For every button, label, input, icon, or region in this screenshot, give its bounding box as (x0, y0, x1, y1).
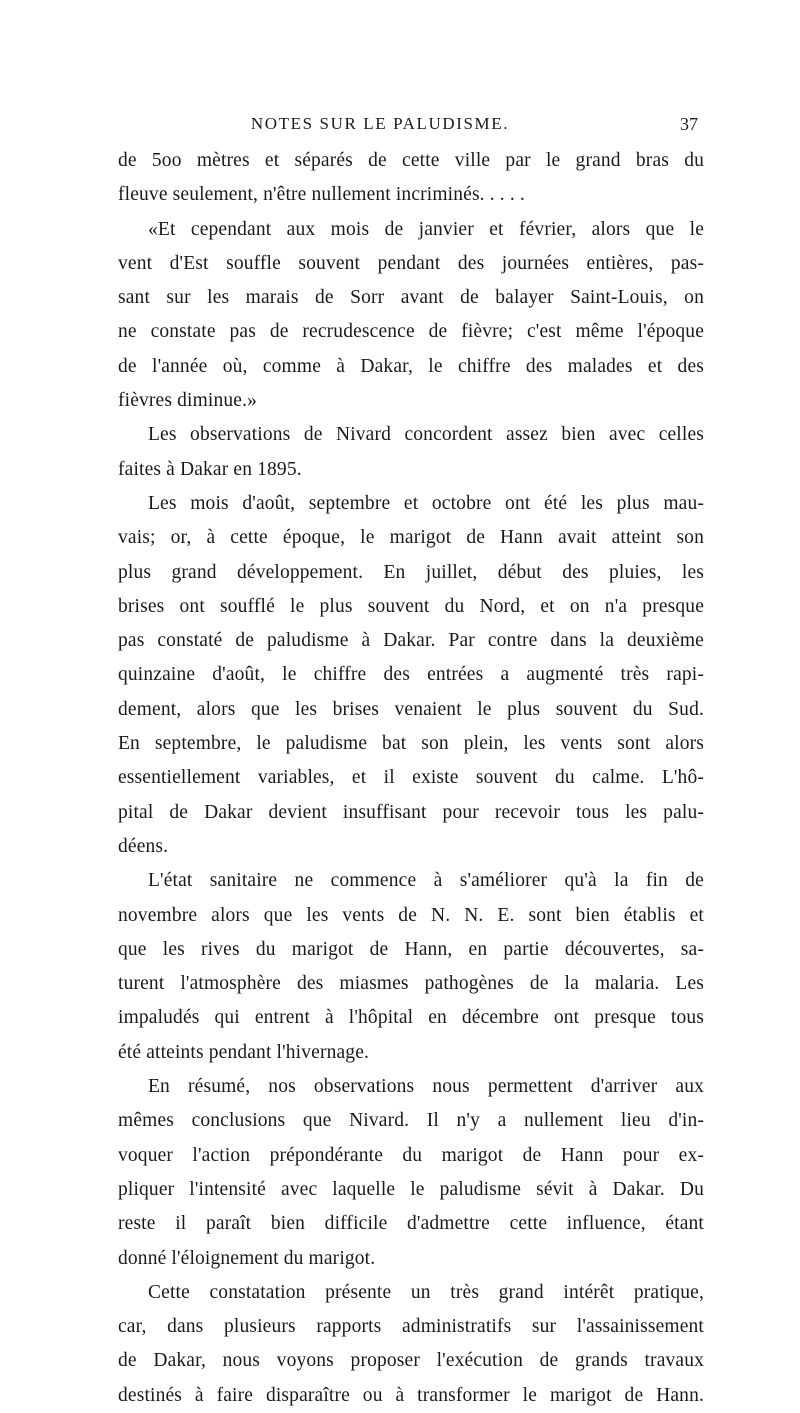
text-line: pas constaté de paludisme à Dakar. Par contre dans la deuxième (118, 630, 704, 652)
text-line: car, dans plusieurs rapports administratifs sur l'assainissement (118, 1316, 704, 1338)
text-line: ne constate pas de recrudescence de fièvre; c'est même l'époque (118, 321, 704, 343)
text-line: donné l'éloignement du marigot. (118, 1247, 376, 1269)
text-line: été atteints pendant l'hivernage. (118, 1041, 370, 1063)
text-line: L'état sanitaire ne commence à s'améliorer qu'à la fin de (148, 870, 704, 892)
text-line: plus grand développement. En juillet, début des pluies, les (118, 561, 704, 583)
text-line: fleuve seulement, n'être nullement incriminés. . . . . (118, 184, 525, 206)
text-line: impaludés qui entrent à l'hôpital en décembre ont presque tous (118, 1007, 704, 1029)
text-line: essentiellement variables, et il existe souvent du calme. L'hô- (118, 767, 704, 789)
text-line: vais; or, à cette époque, le marigot de Hann avait atteint son (118, 527, 704, 549)
text-line: novembre alors que les vents de N. N. E. sont bien établis et (118, 904, 704, 926)
text-line: dement, alors que les brises venaient le plus souvent du Sud. (118, 698, 704, 720)
text-line: de Dakar, nous voyons proposer l'exécution de grands travaux (118, 1350, 704, 1372)
text-line: de 5oo mètres et séparés de cette ville par le grand bras du (118, 150, 704, 171)
text-line: turent l'atmosphère des miasmes pathogènes de la malaria. Les (118, 973, 704, 995)
text-line: destinés à faire disparaître ou à transformer le marigot de Hann. (118, 1384, 704, 1406)
text-line: En résumé, nos observations nous permettent d'arriver aux (148, 1076, 704, 1098)
text-line: pital de Dakar devient insuffisant pour recevoir tous les palu- (118, 801, 704, 823)
text-line: brises ont soufflé le plus souvent du Nord, et on n'a presque (118, 595, 704, 617)
text-line: que les rives du marigot de Hann, en partie découvertes, sa- (118, 938, 704, 960)
text-line: En septembre, le paludisme bat son plein, les vents sont alors (118, 733, 704, 755)
text-line: voquer l'action prépondérante du marigot de Hann pour ex- (118, 1144, 704, 1166)
text-line: reste il paraît bien difficile d'admettre cette influence, étant (118, 1213, 704, 1235)
text-line: mêmes conclusions que Nivard. Il n'y a nullement lieu d'in- (118, 1110, 704, 1132)
text-line: Les observations de Nivard concordent assez bien avec celles (148, 424, 704, 446)
running-header (120, 114, 698, 142)
text-line: vent d'Est souffle souvent pendant des journées entières, pas- (118, 252, 704, 274)
text-line: faites à Dakar en 1895. (118, 458, 302, 480)
text-line: Cette constatation présente un très grand intérêt pratique, (148, 1281, 704, 1303)
text-line: Les mois d'août, septembre et octobre ont été les plus mau- (148, 492, 704, 514)
text-line: pliquer l'intensité avec laquelle le paludisme sévit à Dakar. Du (118, 1178, 704, 1200)
page-number: 37 (680, 114, 698, 134)
text-line: de l'année où, comme à Dakar, le chiffre des malades et des (118, 355, 704, 377)
text-line: «Et cependant aux mois de janvier et février, alors que le (148, 218, 704, 240)
text-line: quinzaine d'août, le chiffre des entrées a augmenté très rapi- (118, 664, 704, 686)
text-line: sant sur les marais de Sorr avant de balayer Saint-Louis, on (118, 287, 704, 309)
running-title: NOTES SUR LE PALUDISME. (250, 114, 510, 133)
body-text (118, 144, 704, 1413)
text-line: déens. (118, 835, 169, 857)
text-line: fièvres diminue.» (118, 390, 258, 412)
